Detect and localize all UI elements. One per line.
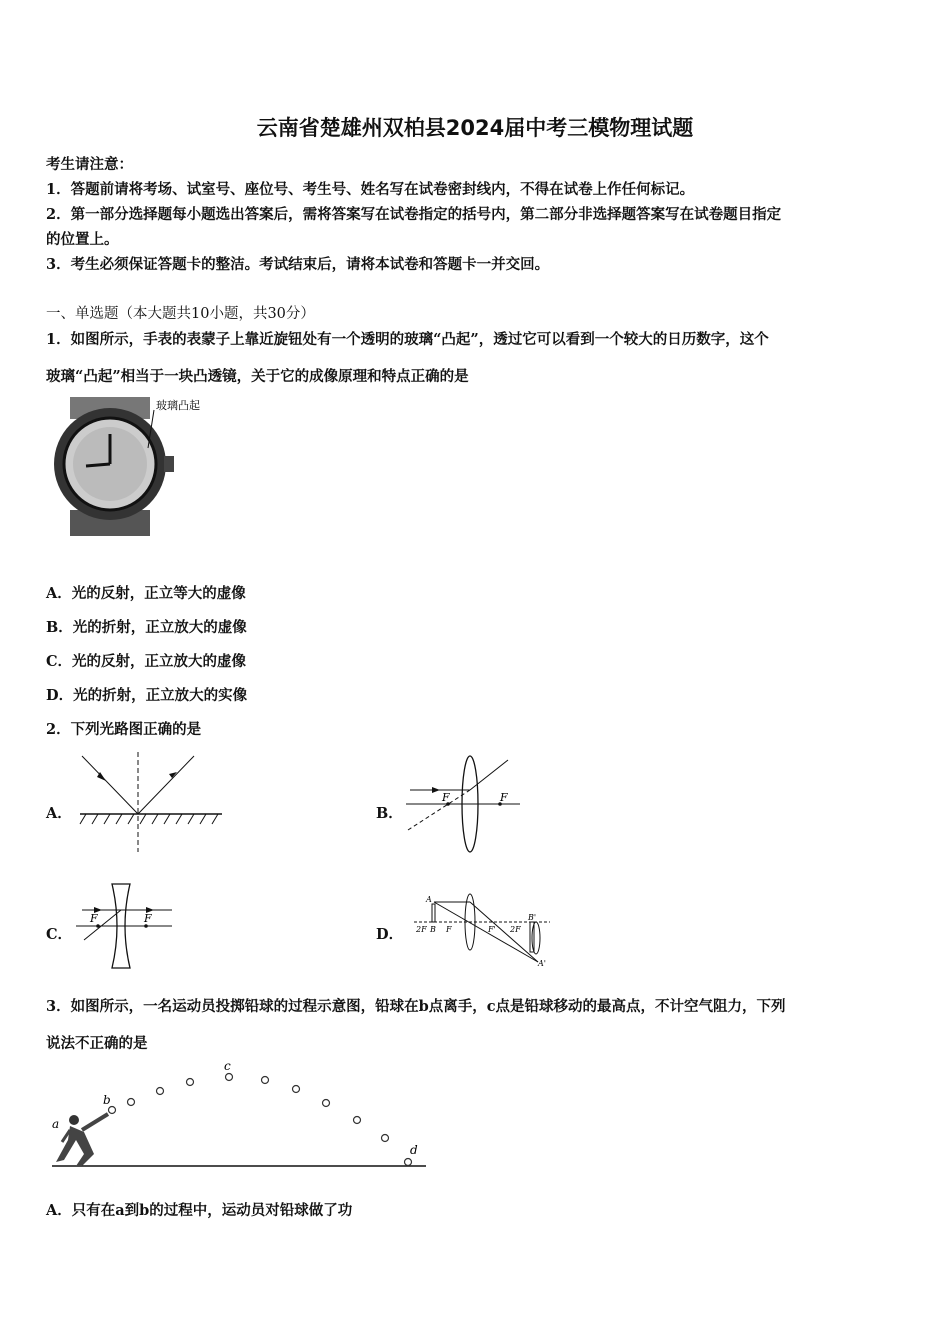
focal-right: F' <box>488 925 496 934</box>
page-title: 云南省楚雄州双柏县2024届中考三模物理试题 <box>256 116 694 140</box>
q2-option-a-label[interactable]: A． <box>46 805 72 822</box>
notice-item-2: 2．第一部分选择题每小题选出答案后，需将答案写在试卷指定的括号内，第二部分非选择题答案写在试卷题目指定 <box>46 206 782 223</box>
point-a-label: a <box>52 1117 60 1131</box>
watch-figure <box>52 392 212 538</box>
point-c-label: c <box>224 1059 231 1073</box>
notice-item-3: 3．考生必须保证答题卡的整洁。考试结束后，请将本试卷和答题卡一并交回。 <box>46 256 550 273</box>
q1-stem-line1: 1．如图所示，手表的表蒙子上靠近旋钮处有一个透明的玻璃“凸起”，透过它可以看到一个较大的日历数字，这个 <box>46 331 769 348</box>
notice-item-2-cont: 的位置上。 <box>46 231 119 248</box>
focal-left: F <box>446 925 452 934</box>
focal-left: F <box>90 912 98 925</box>
q1-stem-line2: 玻璃“凸起”相当于一块凸透镜，关于它的成像原理和特点正确的是 <box>46 368 469 385</box>
notice-heading: 考生请注意： <box>46 156 133 173</box>
focal-right: F <box>500 791 508 804</box>
q1-option-c[interactable]: C．光的反射，正立放大的虚像 <box>46 653 247 670</box>
q2-diagram-c <box>74 880 180 972</box>
q3-stem-line2: 说法不正确的是 <box>46 1035 148 1052</box>
q2-option-c-label[interactable]: C． <box>46 926 73 943</box>
point-b: B <box>430 925 436 934</box>
two-f-left: 2F <box>416 925 427 934</box>
point-a: A <box>426 895 432 904</box>
glass-bump-label: 玻璃凸起 <box>156 399 200 412</box>
watch-hand-hour <box>86 464 110 466</box>
watch-crown <box>164 456 174 472</box>
q1-option-b[interactable]: B．光的折射，正立放大的虚像 <box>46 619 247 636</box>
q2-diagram-d <box>412 890 552 968</box>
point-b-image: B' <box>528 913 537 922</box>
q3-stem-line1: 3．如图所示，一名运动员投掷铅球的过程示意图，铅球在b点离手，c点是铅球移动的最高点，不计空气阻力，下列 <box>46 998 786 1015</box>
trajectory-points <box>109 1074 412 1166</box>
notice-item-1: 1．答题前请将考场、试室号、座位号、考生号、姓名写在试卷密封线内，不得在试卷上作任何标记。 <box>46 181 695 198</box>
q2-diagram-a <box>76 750 226 854</box>
q1-option-d[interactable]: D．光的折射，正立放大的实像 <box>46 687 248 704</box>
focal-left: F <box>442 791 450 804</box>
section-heading: 一、单选题（本大题共10小题，共30分） <box>46 306 315 322</box>
q2-stem: 2．下列光路图正确的是 <box>46 721 202 738</box>
q2-option-d-label[interactable]: D． <box>376 926 404 943</box>
q1-option-a[interactable]: A．光的反射，正立等大的虚像 <box>46 585 246 602</box>
focal-right: F <box>144 912 152 925</box>
q3-option-a[interactable]: A．只有在a到b的过程中，运动员对铅球做了功 <box>46 1202 353 1219</box>
q2-option-b-label[interactable]: B． <box>376 805 403 822</box>
point-b-label: b <box>103 1093 111 1107</box>
point-d-label: d <box>410 1143 418 1157</box>
point-a-image: A' <box>538 959 546 968</box>
athlete <box>56 1114 108 1166</box>
q3-shotput-figure <box>48 1056 430 1170</box>
two-f-right: 2F <box>510 925 521 934</box>
q2-diagram-b <box>404 754 530 856</box>
